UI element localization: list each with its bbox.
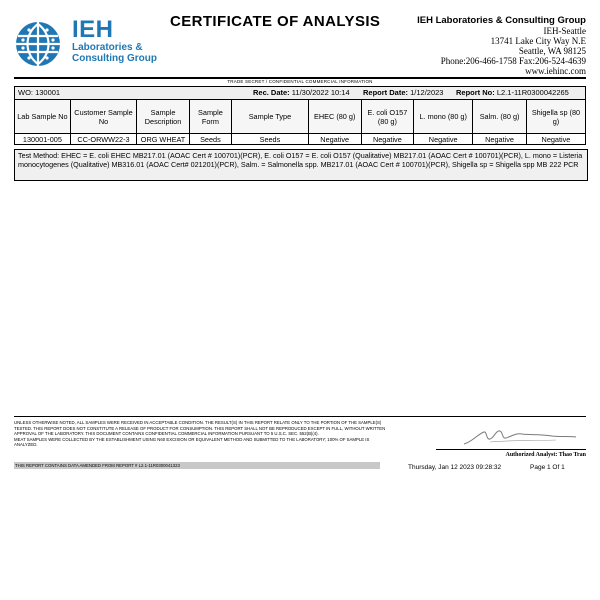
- globe-logo-icon: [14, 20, 62, 68]
- column-header: EHEC (80 g): [308, 100, 361, 134]
- company-name: IEH Laboratories & Consulting Group: [417, 15, 586, 26]
- column-header: Salm. (80 g): [473, 100, 527, 134]
- work-order: WO: 130001: [18, 88, 61, 97]
- report-info-bar: [14, 86, 586, 100]
- footer-divider: [14, 416, 586, 417]
- company-city: Seattle, WA 98125: [518, 46, 586, 56]
- column-header: Lab Sample No: [15, 100, 71, 134]
- signature-line: [436, 449, 586, 450]
- column-header: E. coli O157 (80 g): [361, 100, 414, 134]
- table-row: [15, 134, 586, 145]
- column-header: Shigella sp (80 g): [526, 100, 585, 134]
- column-header: Sample Form: [189, 100, 231, 134]
- column-header: L. mono (80 g): [414, 100, 473, 134]
- table-cell: Negative: [414, 134, 473, 145]
- company-address-block: [400, 16, 586, 76]
- print-timestamp: Thursday, Jan 12 2023 09:28:32: [408, 464, 502, 471]
- test-method-note: Test Method: EHEC = E. coli EHEC MB217.01 (AOAC Cert # 100701)(PCR), E. coli O157 = E. coli O157 (Qualitative) MB217.01 (AOAC Cert # 100701)(PCR), L. mono = Listeria monocytogenes (Qualitative) MB316.01 (AOAC Cert# 021201)(PCR), Salm. = Salmonella spp. MB217.01 (AOAC Cert # 100701)(PCR), Shigella sp = Shigella spp MB 222 PCR: [14, 149, 588, 181]
- logo-tagline: [72, 42, 172, 64]
- amended-report-notice: THIS REPORT CONTAINS DATA AMENDED FROM REPORT # L2.1-11R0300041323: [14, 462, 380, 469]
- company-branch: IEH-Seattle: [543, 26, 586, 36]
- disclaimer-text-1: UNLESS OTHERWISE NOTED, ALL SAMPLES WERE RECEIVED IN ACCEPTABLE CONDITION. THE RESULT(S) IN THIS REPORT RELATE ONLY TO THE PORTION OF THE SAMPLE(S) TESTED. THIS REPORT DOES NOT CONSTITUTE A RELEASE OF PRODUCT FOR CONSUMPTION. THIS REPORT SHALL NOT BE REPRODUCED EXCEPT IN FULL, WITHOUT WRITTEN APPROVAL OF THE LABORATORY. THIS DOCUMENT CONTAINS CONFIDENTIAL COMMERCIAL INFORMATION PURSUANT TO 5 U.S.C. SEC. 552(B)(4).: [14, 420, 386, 437]
- company-street: 13741 Lake City Way N.E: [490, 36, 586, 46]
- table-cell: ORG WHEAT: [137, 134, 190, 145]
- received-date: Rec. Date: 11/30/2022 10:14: [253, 88, 350, 97]
- table-cell: Seeds: [189, 134, 231, 145]
- logo-name: IEH: [72, 16, 114, 43]
- analyst-signature-icon: [460, 422, 580, 448]
- table-cell: 130001-005: [15, 134, 71, 145]
- results-table: [14, 99, 586, 145]
- report-number: Report No: L2.1-11R0300042265: [456, 88, 569, 97]
- logo-tagline-2: Consulting Group: [72, 53, 157, 64]
- company-phone-fax: Phone:206-466-1758 Fax:206-524-4639: [440, 56, 586, 66]
- authorized-analyst: Authorized Analyst: Thao Tran: [505, 452, 586, 458]
- table-cell: Negative: [473, 134, 527, 145]
- report-date: Report Date: 1/12/2023: [363, 88, 444, 97]
- table-cell: Negative: [361, 134, 414, 145]
- table-cell: Seeds: [231, 134, 308, 145]
- table-cell: Negative: [308, 134, 361, 145]
- disclaimer: [14, 420, 390, 448]
- column-header: Customer Sample No: [70, 100, 136, 134]
- table-cell: Negative: [526, 134, 585, 145]
- table-cell: CC-ORWW22-3: [70, 134, 136, 145]
- table-header-row: [15, 100, 586, 134]
- column-header: Sample Type: [231, 100, 308, 134]
- trade-secret-notice: TRADE SECRET / CONFIDENTIAL COMMERCIAL INFORMATION: [227, 79, 373, 84]
- document-title: CERTIFICATE OF ANALYSIS: [170, 13, 381, 30]
- disclaimer-text-2: MEAT SAMPLES WERE COLLECTED BY THE ESTABLISHMENT USING N60 EXCISION OR EQUIVALENT METHOD AND SUBMITTED TO THE LABORATORY; 100% OF SAMPLE IS ANALYZED.: [14, 436, 370, 448]
- logo-tagline-1: Laboratories &: [72, 42, 143, 53]
- company-website: www.iehinc.com: [525, 66, 586, 76]
- column-header: Sample Description: [137, 100, 190, 134]
- page-number: Page 1 Of 1: [530, 464, 565, 471]
